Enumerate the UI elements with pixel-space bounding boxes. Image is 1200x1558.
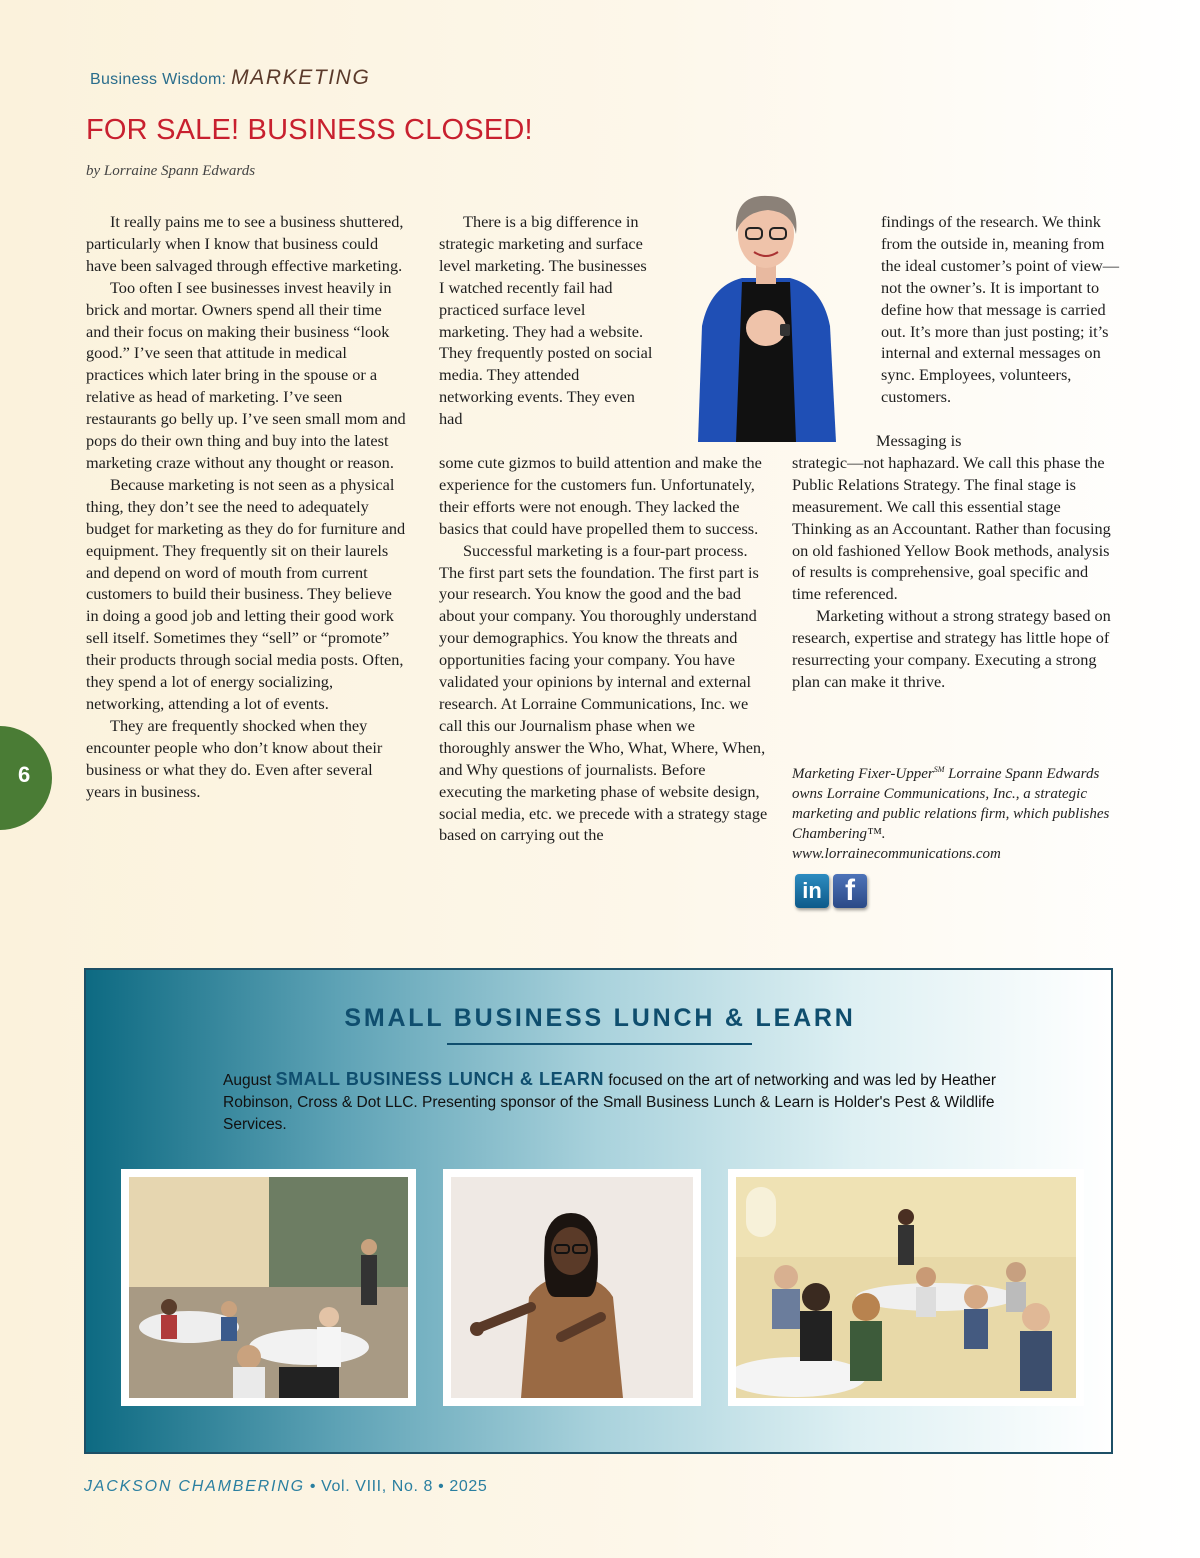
section-label xyxy=(90,66,370,90)
issue-info: • Vol. VIII, No. 8 • 2025 xyxy=(304,1478,488,1495)
social-links xyxy=(795,874,867,908)
paragraph: Because marketing is not seen as a physical thing, they don’t see the need to adequately budget for marketing as they do for furniture and equipment. They frequently sit on their laurels and depend on word of mouth from current customers to build their business. They believe in doing a good job and letting their good work sell itself. Sometimes they “sell” or “promote” their products through social media posts. Often, they spend a lot of energy socializing, networking, attending a lot of events. xyxy=(86,474,406,713)
paragraph-text: Messaging is xyxy=(876,431,962,450)
paragraph xyxy=(792,430,1114,605)
article-headline: FOR SALE! BUSINESS CLOSED! xyxy=(86,114,533,146)
paragraph: There is a big difference in strategic marketing and surface level marketing. The businesses I watched recently fail had practiced surface level marketing. They had a website. They frequently posted on social media. They attended networking events. They even had xyxy=(439,212,653,429)
paragraph: Marketing without a strong strategy based on research, expertise and strategy has little hope of resurrecting your company. Executing a strong plan can make it thrive. xyxy=(792,606,1111,691)
page-footer xyxy=(84,1478,487,1496)
article-column-3-top xyxy=(881,211,1121,408)
article-column-2-top xyxy=(439,211,655,430)
event-photo-speaker xyxy=(443,1169,701,1406)
paragraph: It really pains me to see a business shuttered, particularly when I know that business could have been salvaged through effective marketing. xyxy=(86,212,404,275)
lunch-and-learn-title: SMALL BUSINESS LUNCH & LEARN xyxy=(344,1004,856,1032)
article-column-3-bottom xyxy=(792,430,1114,693)
paragraph: Successful marketing is a four-part process. The first part sets the foundation. The first part is your research. You know the good and the bad about your company. You thoroughly understand your demographics. You know the threats and opportunities facing your company. You have validated your opinions by internal and external research. At Lorraine Communications, Inc. we call this our Journalism phase when we thoroughly answer the Who, What, Where, When, and Why questions of journalists. Before executing the marketing phase of website design, social media, etc. we precede with a strategy stage based on carrying out the xyxy=(439,540,768,845)
paragraph: They are frequently shocked when they encounter people who don’t know about their business or what they do. Even after several years in business. xyxy=(86,715,383,801)
linkedin-icon[interactable]: in xyxy=(795,874,829,908)
website-link[interactable]: www.lorrainecommunications.com xyxy=(792,846,1001,862)
lunch-text-highlight: SMALL BUSINESS LUNCH & LEARN xyxy=(275,1069,605,1089)
article-column-2-bottom xyxy=(439,452,769,846)
author-photo xyxy=(690,186,842,442)
magazine-name: JACKSON CHAMBERING xyxy=(84,1478,305,1495)
lunch-text-a: August xyxy=(223,1072,276,1089)
bio-text: Lorraine Spann Edwards owns Lorraine Communications, Inc., a strategic marketing and public relations firm, which publishes Chambering™. xyxy=(792,766,1110,842)
page-number: 6 xyxy=(18,762,31,787)
event-photo-audience xyxy=(728,1169,1084,1406)
facebook-icon[interactable]: f xyxy=(833,874,867,908)
service-mark: SM xyxy=(933,765,945,774)
article-byline: by Lorraine Spann Edwards xyxy=(86,163,256,179)
paragraph: some cute gizmos to build attention and make the experience for the customers fun. Unfortunately, their efforts were not enough. They lacked the basics that could have propelled them to success. xyxy=(439,453,762,538)
bio-title: Marketing Fixer-Upper xyxy=(792,766,934,782)
paragraph: findings of the research. We think from the outside in, meaning from the ideal customer’s point of view—not the owner’s. It is important to define how that message is carried out. It’s more than just posting; it’s internal and external messages on sync. Employees, volunteers, customers. xyxy=(881,212,1119,407)
section-topic: MARKETING xyxy=(231,66,371,89)
paragraph: Too often I see businesses invest heavily in brick and mortar. Owners spend all their time and their focus on making their business “look good.” I’ve seen that attitude in medical practices which later bring in the spouse or a relative as head of marketing. I’ve seen restaurants go belly up. I’ve seen small mom and pops do their own thing and buy into the latest marketing craze without any thought or reason. xyxy=(86,277,406,472)
title-divider xyxy=(447,1043,752,1045)
author-bio xyxy=(792,760,1114,864)
lunch-text-b: focused on the art of networking and was led by Heather Robinson, Cross & Dot LLC. Presenting sponsor of the Small Business Lunch & Learn is Holder's Pest & Wildlife Services. xyxy=(223,1072,997,1133)
lunch-and-learn-text xyxy=(223,1068,1003,1136)
article-column-1 xyxy=(86,211,408,802)
section-name: Business Wisdom: xyxy=(90,71,232,88)
event-photo-room xyxy=(121,1169,416,1406)
paragraph-text: strategic—not haphazard. We call this phase the Public Relations Strategy. The final stage is measurement. We call this essential stage Thinking as an Accountant. Rather than focusing on old fashioned Yellow Book methods, analysis of results is comprehensive, goal specific and time referenced. xyxy=(792,452,1111,604)
